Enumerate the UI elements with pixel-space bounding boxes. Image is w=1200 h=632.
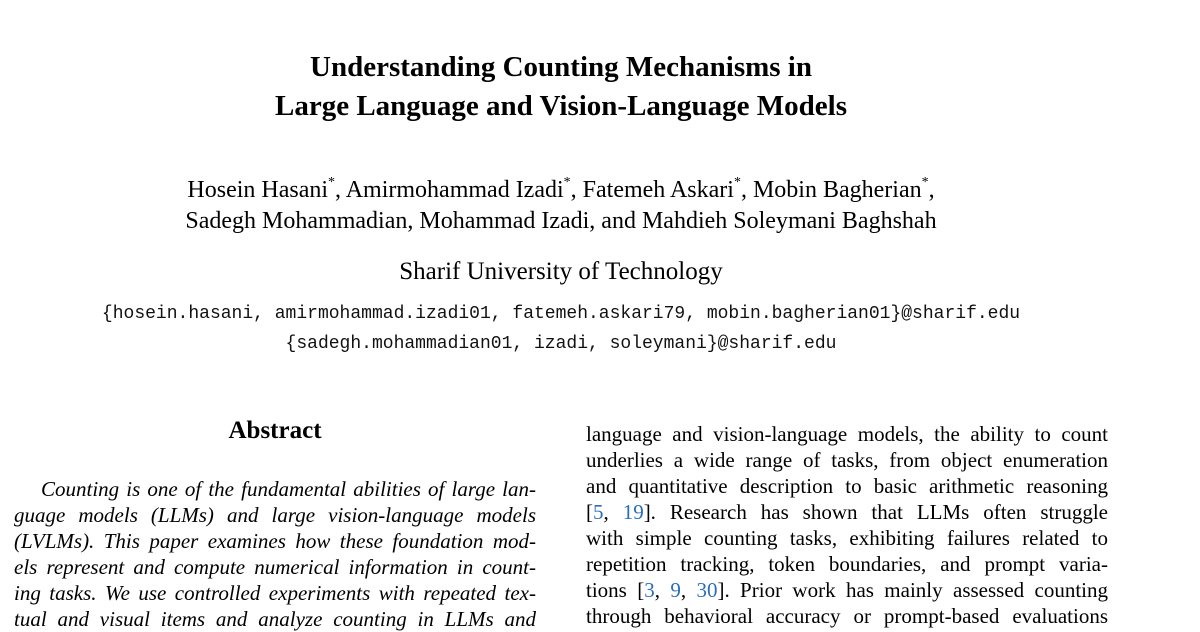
body-text: ]. Prior work has mainly assessed counting xyxy=(717,578,1109,602)
body-line: language and vision-language models, the ability to count xyxy=(586,422,1108,446)
body-line: repetition tracking, token boundaries, and prompt varia- xyxy=(586,552,1108,576)
citation-link-3[interactable]: 3 xyxy=(644,578,655,602)
author-list xyxy=(0,175,1122,237)
abstract-line: Counting is one of the fundamental abilities of large lan- xyxy=(41,477,536,501)
citation-link-30[interactable]: 30 xyxy=(696,578,718,602)
abstract-line: (LVLMs). This paper examines how these foundation mod- xyxy=(14,529,536,553)
abstract-line: guage models (LLMs) and large vision-language models xyxy=(14,503,536,527)
body-line: with simple counting tasks, exhibiting failures related to xyxy=(586,526,1108,550)
equal-contribution-mark: * xyxy=(733,175,741,190)
citation-separator: , xyxy=(654,578,671,602)
abstract-line: tual and visual items and analyze counting in LLMs and xyxy=(14,607,536,631)
email-line-2: {sadegh.mohammadian01, izadi, soleymani}@sharif.edu xyxy=(285,334,837,354)
paper-title xyxy=(0,48,1122,126)
abstract-text xyxy=(14,476,536,632)
affiliation: Sharif University of Technology xyxy=(399,258,723,285)
author-name: Hosein Hasani xyxy=(187,177,329,203)
bracket-open: [ xyxy=(586,500,593,524)
author-name: Mobin Bagherian xyxy=(752,177,922,203)
citation-link-5[interactable]: 5 xyxy=(593,500,604,524)
body-text: ]. Research has shown that LLMs often struggle xyxy=(643,500,1109,524)
author-name: Fatemeh Askari xyxy=(582,177,734,203)
author-line-1: Hosein Hasani*, Amirmohammad Izadi*, Fatemeh Askari*, Mobin Bagherian*, xyxy=(187,175,935,203)
equal-contribution-mark: * xyxy=(328,175,336,190)
title-line-1: Understanding Counting Mechanisms in xyxy=(310,51,812,83)
citation-link-19[interactable]: 19 xyxy=(622,500,644,524)
author-emails xyxy=(0,299,1122,359)
body-line xyxy=(586,577,1108,603)
body-line xyxy=(586,499,1108,525)
citation-link-9[interactable]: 9 xyxy=(670,578,681,602)
body-line: through behavioral accuracy or prompt-based evaluations xyxy=(586,604,1108,628)
email-line-1: {hosein.hasani, amirmohammad.izadi01, fatemeh.askari79, mobin.bagherian01}@sharif.edu xyxy=(101,304,1021,324)
citation-separator: , xyxy=(680,578,697,602)
equal-contribution-mark: * xyxy=(563,175,571,190)
body-text: tions [ xyxy=(586,578,645,602)
author-name: Amirmohammad Izadi xyxy=(345,177,564,203)
abstract-line: ing tasks. We use controlled experiments with repeated tex- xyxy=(14,581,536,605)
body-line: and quantitative description to basic arithmetic reasoning xyxy=(586,474,1108,498)
introduction-text xyxy=(586,421,1108,629)
author-line-2: Sadegh Mohammadian, Mohammad Izadi, and Mahdieh Soleymani Baghshah xyxy=(185,208,937,234)
abstract-heading: Abstract xyxy=(228,417,322,444)
equal-contribution-mark: * xyxy=(921,175,929,190)
title-line-2: Large Language and Vision-Language Models xyxy=(274,90,848,122)
citation-separator: , xyxy=(603,500,623,524)
body-line: underlies a wide range of tasks, from object enumeration xyxy=(586,448,1108,472)
abstract-line: els represent and compute numerical information in count- xyxy=(14,555,536,579)
